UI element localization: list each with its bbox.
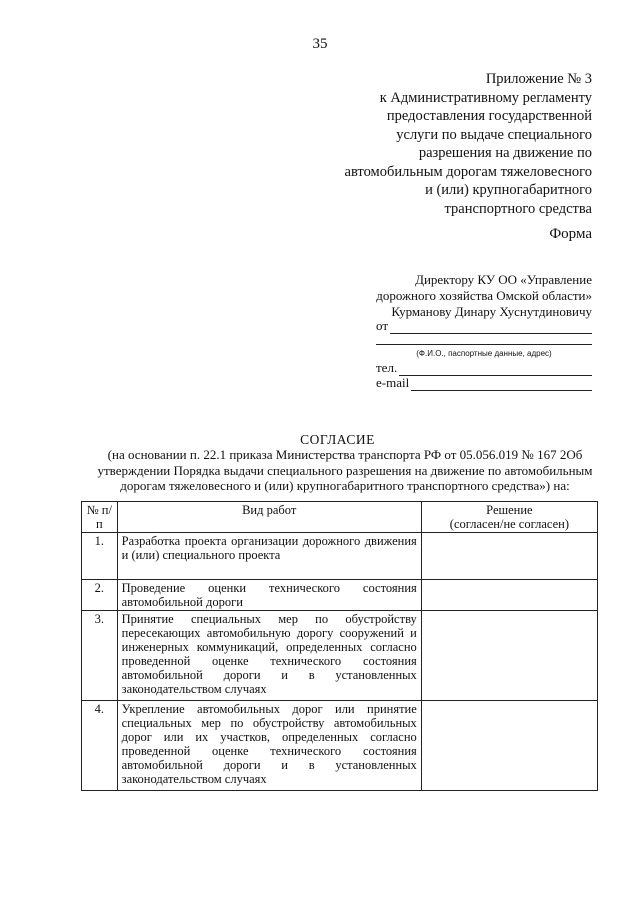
page-number: 35 xyxy=(312,36,328,52)
table-row xyxy=(82,533,598,580)
email-label: e-mail xyxy=(376,375,410,390)
table-row xyxy=(82,701,598,791)
appendix-line: транспортного средства xyxy=(444,200,592,217)
appendix-line: к Административному регламенту xyxy=(379,89,592,106)
row-decision-cell[interactable] xyxy=(421,701,597,791)
row-num: 3. xyxy=(82,611,118,701)
header-work: Вид работ xyxy=(117,502,421,533)
row-num: 2. xyxy=(82,580,118,611)
phone-field[interactable] xyxy=(376,360,592,376)
consent-title: СОГЛАСИЕ xyxy=(300,432,375,447)
consent-basis-line: дорогам тяжеловесного и (или) крупногабаритного транспортного средства») на: xyxy=(120,478,570,493)
consent-basis-line: (на основании п. 22.1 приказа Министерства транспорта РФ от 05.056.019 № 167 2Об xyxy=(107,447,583,462)
row-num: 1. xyxy=(82,533,118,580)
appendix-line: предоставления государственной xyxy=(386,108,592,124)
row-decision-cell[interactable] xyxy=(421,611,597,701)
header-decision-title: Решение xyxy=(486,503,533,517)
addressee-block xyxy=(332,272,592,320)
form-label: Форма xyxy=(549,226,592,242)
row-work: Укрепление автомобильных дорог или принятие специальных мер по обустройству автомобильных дорог или их участков, определенных согласно проведенной оценке технического состояния автомобильной дороги и в установленных законодательством случаях xyxy=(117,701,421,791)
appendix-line: и (или) крупногабаритного xyxy=(425,182,592,198)
appendix-line: разрешения на движение по xyxy=(418,145,592,161)
header-num: № п/п xyxy=(82,502,118,533)
row-work: Проведение оценки технического состояния автомобильной дороги xyxy=(117,580,421,611)
consent-basis xyxy=(70,447,620,494)
addressee-line: Курманову Динару Хуснутдиновичу xyxy=(391,304,592,319)
table-row xyxy=(82,580,598,611)
fio-hint: (Ф.И.О., паспортные данные, адрес) xyxy=(416,349,552,358)
addressee-line: Директору КУ ОО «Управление xyxy=(415,272,592,287)
phone-label: тел. xyxy=(376,360,398,375)
row-work: Принятие специальных мер по обустройству пересекающих автомобильную дорогу сооружений и инженерных коммуникаций, определенных согласно проведенной оценке технического состояния автомобильной дороги и в установленных законодательством случаях xyxy=(117,611,421,701)
from-label: от xyxy=(376,318,389,333)
addressee-line: дорожного хозяйства Омской области» xyxy=(376,288,592,303)
appendix-header xyxy=(292,70,592,218)
phone-input-line[interactable] xyxy=(399,362,592,376)
row-work: Разработка проекта организации дорожного движения и (или) специального проекта xyxy=(117,533,421,580)
email-input-line[interactable] xyxy=(411,377,592,391)
table-header-row xyxy=(82,502,598,533)
row-decision-cell[interactable] xyxy=(421,580,597,611)
row-decision-cell[interactable] xyxy=(421,533,597,580)
appendix-line: Приложение № 3 xyxy=(485,71,592,87)
appendix-line: автомобильным дорогам тяжеловесного xyxy=(344,163,592,180)
table-row xyxy=(82,611,598,701)
header-decision xyxy=(421,502,597,533)
email-field[interactable] xyxy=(376,375,592,391)
works-table xyxy=(81,501,598,791)
from-continuation-line[interactable] xyxy=(376,344,592,345)
from-input-line[interactable] xyxy=(390,320,592,334)
row-num: 4. xyxy=(82,701,118,791)
consent-basis-line: утверждении Порядка выдачи специального разрешения на движение по автомобильным xyxy=(97,462,593,478)
appendix-line: услуги по выдаче специального xyxy=(396,126,592,143)
header-decision-subtitle: (согласен/не согласен) xyxy=(449,517,569,531)
from-field[interactable] xyxy=(376,318,592,334)
